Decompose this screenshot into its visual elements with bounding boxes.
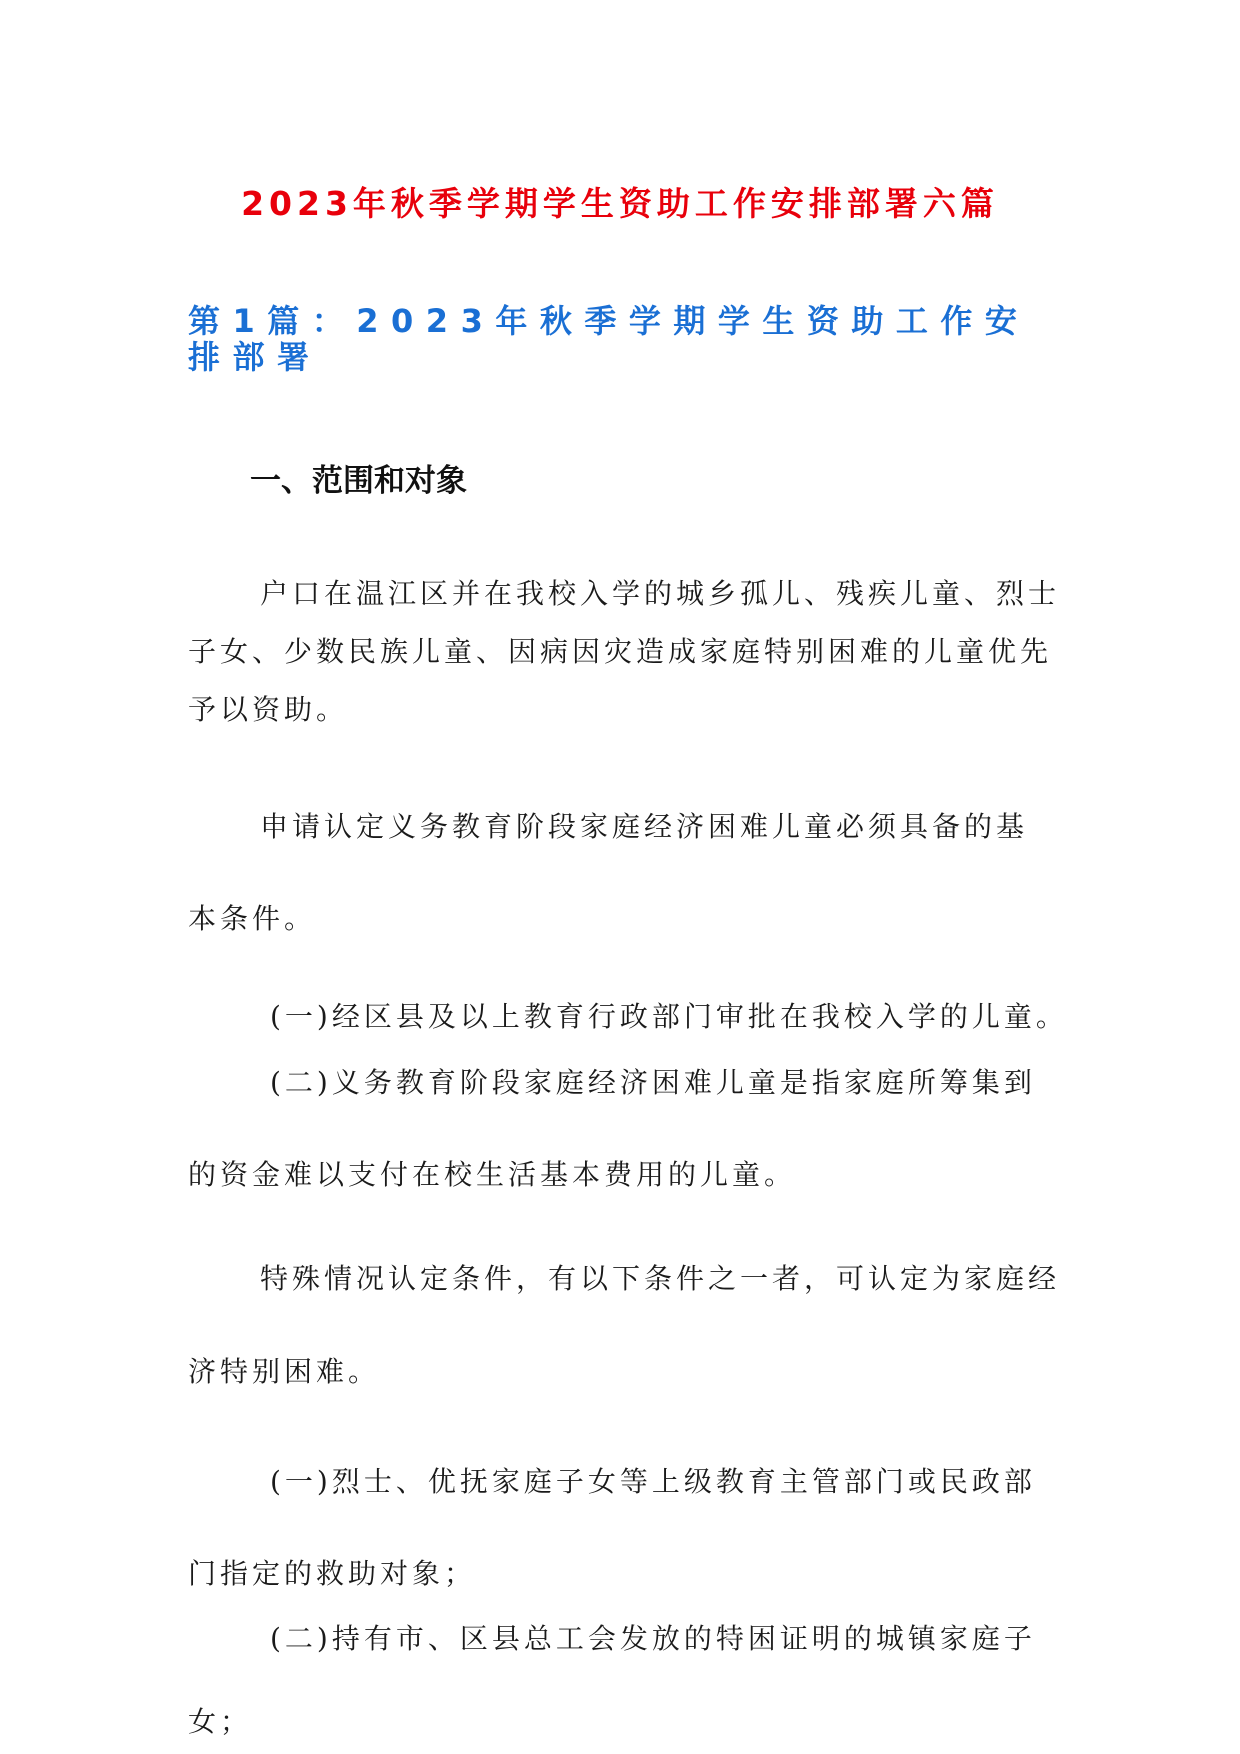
list-item: (一)烈士、优抚家庭子女等上级教育主管部门或民政部 xyxy=(270,1465,1036,1498)
paragraph-line: 予以资助。 xyxy=(188,693,349,726)
list-item: (一)经区县及以上教育行政部门审批在我校入学的儿童。 xyxy=(270,1000,1068,1033)
paragraph-line: 特殊情况认定条件，有以下条件之一者，可认定为家庭经 xyxy=(260,1262,1061,1295)
part-title: 第1篇：2023年秋季学期学生资助工作安排部署 xyxy=(188,302,1030,376)
list-item: (二)义务教育阶段家庭经济困难儿童是指家庭所筹集到 xyxy=(270,1066,1036,1099)
paragraph-line: 门指定的救助对象； xyxy=(188,1557,477,1590)
section-heading: 一、范围和对象 xyxy=(250,463,467,499)
paragraph-line: 子女、少数民族儿童、因病因灾造成家庭特别困难的儿童优先 xyxy=(188,635,1053,668)
paragraph-line: 户口在温江区并在我校入学的城乡孤儿、残疾儿童、烈士 xyxy=(260,577,1061,610)
paragraph-line: 女； xyxy=(188,1705,253,1738)
paragraph-line: 本条件。 xyxy=(188,902,317,935)
paragraph-line: 济特别困难。 xyxy=(188,1355,381,1388)
paragraph-line: 的资金难以支付在校生活基本费用的儿童。 xyxy=(188,1158,797,1191)
paragraph-line: 申请认定义务教育阶段家庭经济困难儿童必须具备的基 xyxy=(260,810,1029,843)
document-title: 2023年秋季学期学生资助工作安排部署六篇 xyxy=(241,184,999,223)
list-item: (二)持有市、区县总工会发放的特困证明的城镇家庭子 xyxy=(270,1622,1036,1655)
